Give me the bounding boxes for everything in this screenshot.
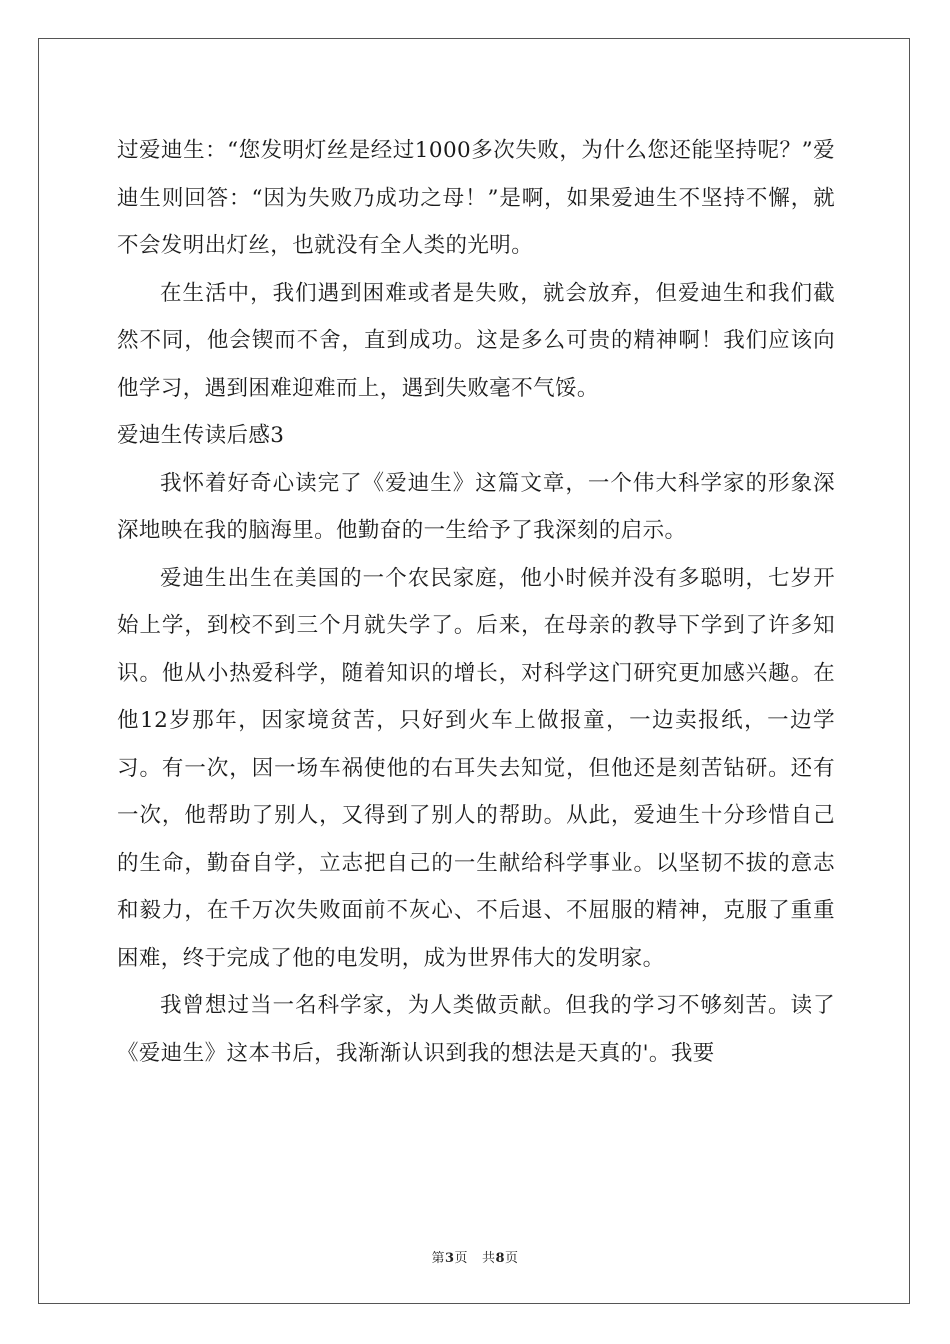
paragraph-continuation: 过爱迪生：“您发明灯丝是经过1000多次失败，为什么您还能坚持呢？”爱迪生则回答：“因为失败乃成功之母！”是啊，如果爱迪生不坚持不懈，就不会发明出灯丝，也就没有全人类的光明。 xyxy=(117,138,835,258)
current-page-number: 3 xyxy=(444,1251,455,1266)
paragraph: 我曾想过当一名科学家，为人类做贡献。但我的学习不够刻苦。读了《爱迪生》这本书后，我渐渐认识到我的想法是天真的'。我要 xyxy=(117,993,835,1066)
footer-total-unit: 页 xyxy=(505,1251,519,1266)
total-pages-number: 8 xyxy=(495,1251,506,1266)
paragraph: 我怀着好奇心读完了《爱迪生》这篇文章，一个伟大科学家的形象深深地映在我的脑海里。他勤奋的一生给予了我深刻的启示。 xyxy=(117,470,835,543)
section-heading: 爱迪生传读后感3 xyxy=(117,423,285,448)
footer-prefix: 第 xyxy=(431,1251,445,1266)
paragraph: 在生活中，我们遇到困难或者是失败，就会放弃，但爱迪生和我们截然不同，他会锲而不舍，直到成功。这是多么可贵的精神啊！我们应该向他学习，遇到困难迎难而上，遇到失败毫不气馁。 xyxy=(117,280,835,401)
document-body xyxy=(117,127,835,1077)
page-footer xyxy=(0,1247,950,1266)
footer-total-prefix: 共 xyxy=(481,1251,496,1266)
footer-page-unit: 页 xyxy=(454,1251,469,1266)
paragraph: 爱迪生出生在美国的一个农民家庭，他小时候并没有多聪明，七岁开始上学，到校不到三个月就失学了。后来，在母亲的教导下学到了许多知识。他从小热爱科学，随着知识的增长，对科学这门研究更加感兴趣。在他12岁那年，因家境贫苦，只好到火车上做报童，一边卖报纸，一边学习。有一次，因一场车祸使他的右耳失去知觉，但他还是刻苦钻研。还有一次，他帮助了别人，又得到了别人的帮助。从此，爱迪生十分珍惜自己的生命，勤奋自学，立志把自己的一生献给科学事业。以坚韧不拔的意志和毅力，在千万次失败面前不灰心、不后退、不屈服的精神，克服了重重困难，终于完成了他的电发明，成为世界伟大的发明家。 xyxy=(117,565,835,971)
